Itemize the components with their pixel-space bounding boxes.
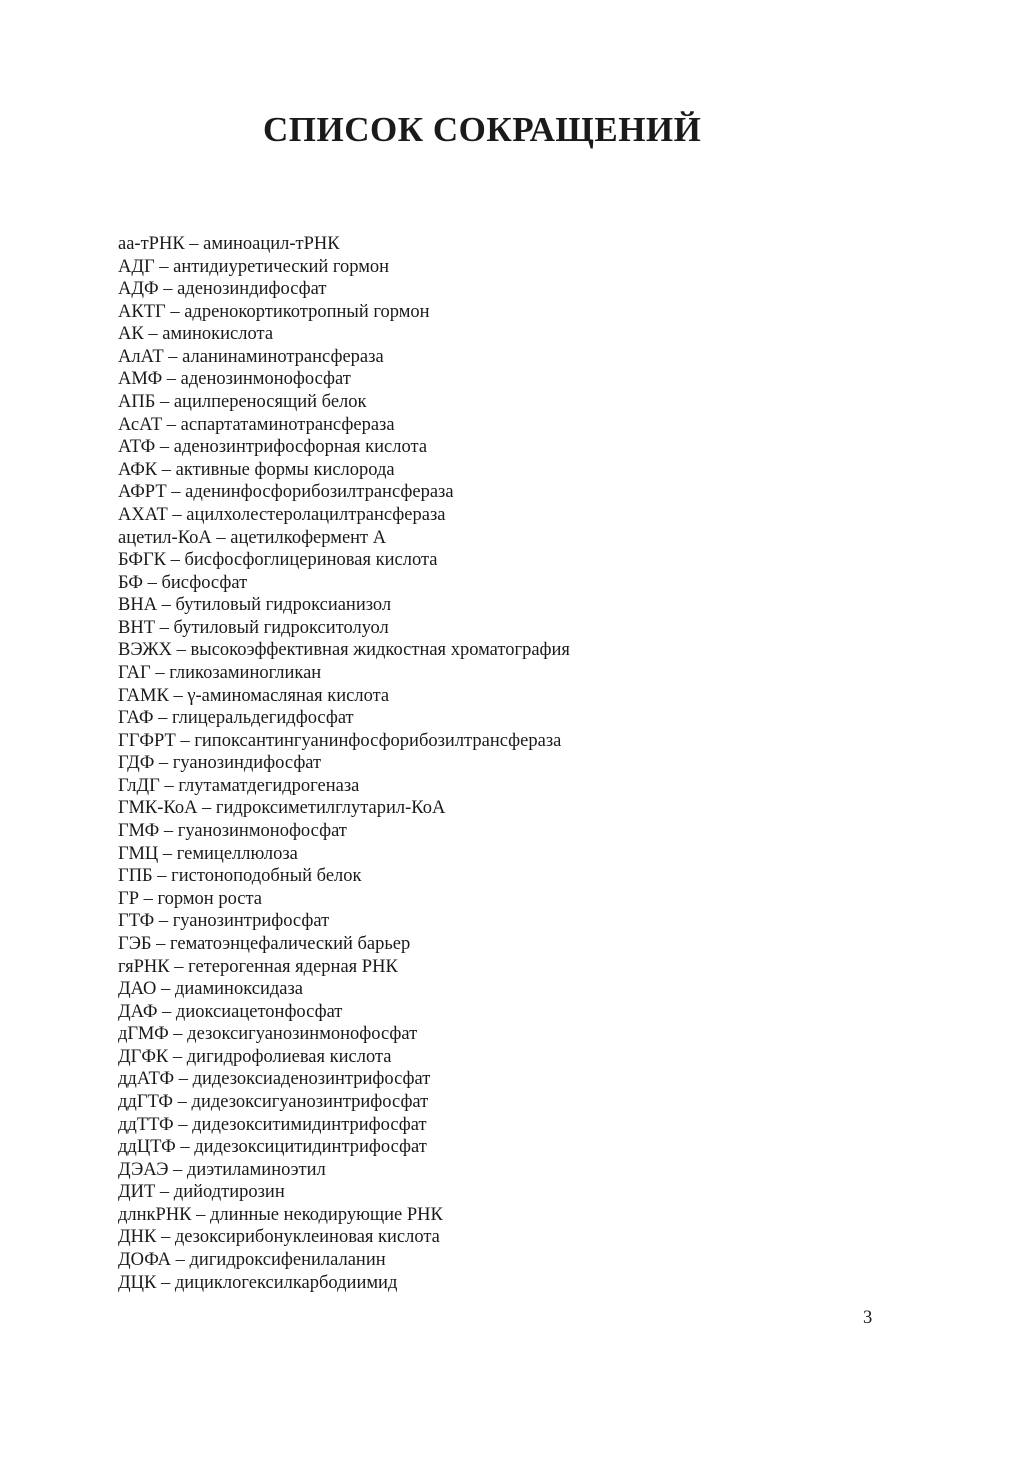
abbreviation-entry: БФ – бисфосфат [118,572,248,593]
abbreviation-entry: АПБ – ацилпереносящий белок [118,392,367,413]
abbreviation-entry: ДОФА – дигидроксифенилаланин [118,1250,386,1271]
abbreviation-entry: ВНТ – бутиловый гидрокситолуол [118,617,389,638]
abbreviation-entry: ддТТФ – дидезокситимидинтрифосфат [118,1114,427,1135]
abbreviation-entry: ГМЦ – гемицеллюлоза [118,843,298,864]
abbreviation-entry: ДГФК – дигидрофолиевая кислота [118,1046,392,1067]
abbreviation-entry: ДАФ – диоксиацетонфосфат [118,1001,343,1022]
page-number: 3 [863,1308,873,1328]
abbreviation-entry: ГР – гормон роста [118,888,263,909]
abbreviation-entry: ДЦК – дициклогексилкарбодиимид [118,1272,398,1293]
abbreviation-entry: ГМК-КоА – гидроксиметилглутарил-КоА [118,798,446,819]
abbreviation-entry: ГГФРТ – гипоксантингуанинфосфорибозилтрансфераза [118,730,562,751]
abbreviation-entry: ВНА – бутиловый гидроксианизол [118,595,392,616]
abbreviation-entry: АХАТ – ацилхолестеролацилтрансфераза [118,504,446,525]
abbreviation-entry: ГАФ – глицеральдегидфосфат [118,708,354,729]
abbreviation-entry: БФГК – бисфосфоглицериновая кислота [118,550,438,571]
abbreviation-entry: АлАТ – аланинаминотрансфераза [118,346,384,367]
abbreviation-entry: ГлДГ – глутаматдегидрогеназа [118,775,360,796]
abbreviation-entry: ддАТФ – дидезоксиаденозинтрифосфат [118,1069,431,1090]
abbreviation-entry: АФК – активные формы кислорода [118,459,395,480]
abbreviation-entry: ГЭБ – гематоэнцефалический барьер [118,933,411,954]
abbreviation-entry: АФРТ – аденинфосфорибозилтрансфераза [118,482,454,503]
abbreviation-entry: ГАГ – гликозаминогликан [118,662,322,683]
abbreviation-entry: АКТГ – адренокортикотропный гормон [118,301,430,322]
abbreviation-list [118,233,570,1294]
abbreviation-entry: ацетил-КоА – ацетилкофермент А [118,527,387,548]
abbreviation-entry: аа-тРНК – аминоацил-тРНК [118,234,340,254]
abbreviation-entry: ГПБ – гистоноподобный белок [118,866,362,887]
abbreviation-entry: длнкРНК – длинные некодирующие РНК [118,1204,443,1225]
abbreviation-entry: дГМФ – дезоксигуанозинмонофосфат [118,1024,418,1045]
abbreviation-entry: ДЭАЭ – диэтиламиноэтил [118,1159,326,1180]
abbreviation-entry: ГАМК – γ-аминомасляная кислота [118,685,390,706]
abbreviation-entry: АДГ – антидиуретический гормон [118,256,390,277]
abbreviation-entry: АДФ – аденозиндифосфат [118,279,327,300]
abbreviation-entry: ГМФ – гуанозинмонофосфат [118,821,347,842]
abbreviation-entry: ДАО – диаминоксидаза [118,979,303,1000]
abbreviation-entry: ддГТФ – дидезоксигуанозинтрифосфат [118,1091,429,1112]
abbreviation-entry: ДИТ – дийодтирозин [118,1182,285,1203]
abbreviation-entry: АсАТ – аспартатаминотрансфераза [118,414,395,435]
abbreviation-entry: ддЦТФ – дидезоксицитидинтрифосфат [118,1137,427,1158]
abbreviation-entry: ГДФ – гуанозиндифосфат [118,753,322,774]
abbreviation-entry: ВЭЖХ – высокоэффективная жидкостная хроматография [118,640,570,661]
abbreviation-entry: АК – аминокислота [118,324,274,345]
abbreviation-entry: гяРНК – гетерогенная ядерная РНК [118,956,398,977]
abbreviation-entry: ДНК – дезоксирибонуклеиновая кислота [118,1227,440,1248]
abbreviation-entry: АТФ – аденозинтрифосфорная кислота [118,437,428,458]
abbreviation-entry: АМФ – аденозинмонофосфат [118,369,351,390]
page-title: СПИСОК СОКРАЩЕНИЙ [263,110,702,149]
abbreviation-entry: ГТФ – гуанозинтрифосфат [118,911,330,932]
